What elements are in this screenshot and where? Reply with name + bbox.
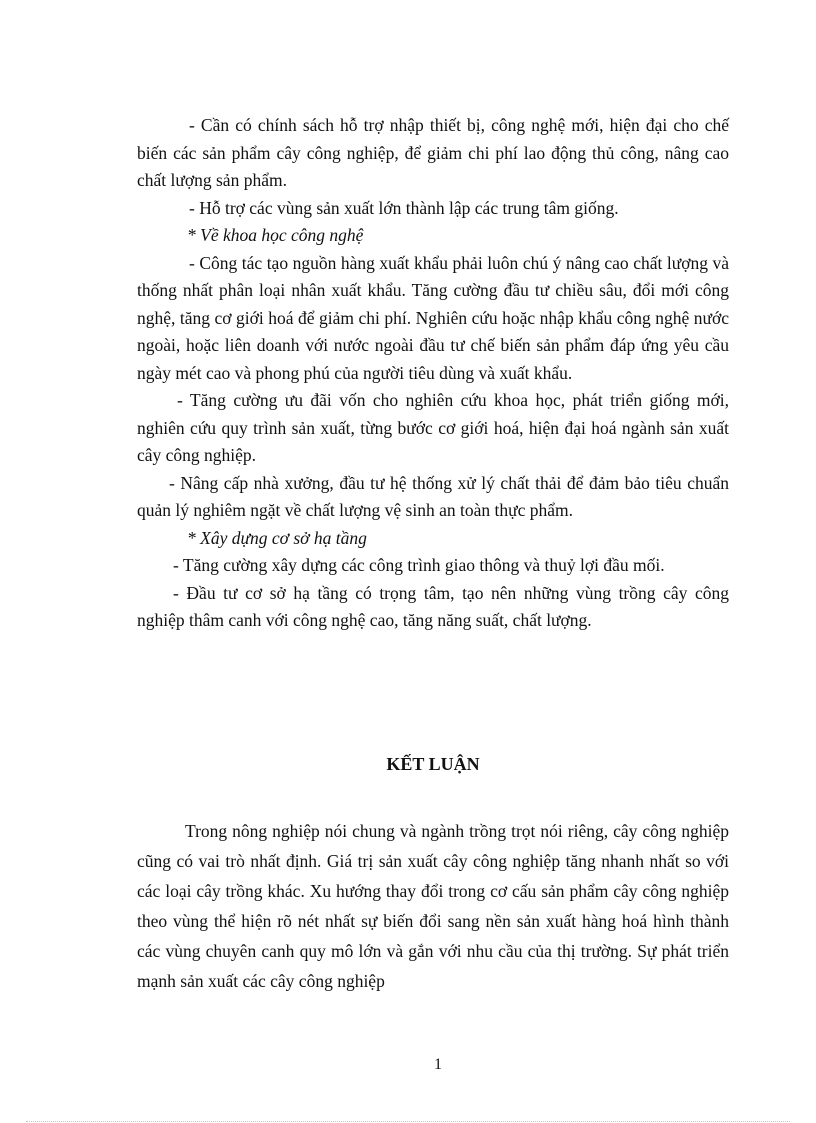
paragraph-factory-upgrade: - Nâng cấp nhà xưởng, đầu tư hệ thống xử lý chất thải để đảm bảo tiêu chuẩn quản lý nghiêm ngặt về chất lượng vệ sinh an toàn thực phẩm. <box>137 472 729 520</box>
paragraph-research-incentives: - Tăng cường ưu đãi vốn cho nghiên cứu khoa học, phát triển giống mới, nghiên cứu quy trình sản xuất, từng bước cơ giới hoá, hiện đại hoá ngành sản xuất cây công nghiệp. <box>137 390 729 465</box>
page-bottom-divider <box>26 1121 790 1122</box>
paragraph-export-sourcing: - Công tác tạo nguồn hàng xuất khẩu phải luôn chú ý nâng cao chất lượng và thống nhất phân loại nhân xuất khẩu. Tăng cường đầu tư chiều sâu, đổi mới công nghệ, tăng cơ giới hoá để giảm chi phí. Nghiên cứu hoặc nhập khẩu công nghệ nước ngoài, hoặc liên doanh với nước ngoài đầu tư chế biến sản phẩm đáp ứng yêu cầu ngày mét cao và phong phú của người tiêu dùng và xuất khẩu. <box>137 252 729 383</box>
paragraph-infrastructure-investment: - Đầu tư cơ sở hạ tầng có trọng tâm, tạo nên những vùng trồng cây công nghiệp thâm canh với công nghệ cao, tăng năng suất, chất lượng. <box>137 582 729 630</box>
page-number: 1 <box>434 1056 442 1073</box>
paragraph-seed-centers: - Hỗ trợ các vùng sản xuất lớn thành lập các trung tâm giống. <box>189 197 619 218</box>
paragraph-equipment-support: - Cần có chính sách hỗ trợ nhập thiết bị, công nghệ mới, hiện đại cho chế biến các sản phẩm cây công nghiệp, để giảm chi phí lao động thủ công, nâng cao chất lượng sản phẩm. <box>137 115 729 190</box>
conclusion-body <box>137 816 729 996</box>
conclusion-heading: KẾT LUẬN <box>386 754 480 774</box>
section-heading-infrastructure: * Xây dựng cơ sở hạ tầng <box>187 527 367 548</box>
paragraph-transport-irrigation: - Tăng cường xây dựng các công trình giao thông và thuỷ lợi đầu mối. <box>173 555 665 575</box>
paragraph-conclusion: Trong nông nghiệp nói chung và ngành trồng trọt nói riêng, cây công nghiệp cũng có vai trò nhất định. Giá trị sản xuất cây công nghiệp tăng nhanh nhất so với các loại cây trồng khác. Xu hướng thay đổi trong cơ cấu sản phẩm cây công nghiệp theo vùng thể hiện rõ nét nhất sự biến đổi sang nền sản xuất hàng hoá hình thành các vùng chuyên canh quy mô lớn và gắn với nhu cầu của thị trường. Sự phát triển mạnh sản xuất các cây công nghiệp <box>137 821 729 991</box>
body-text <box>137 112 729 635</box>
section-heading-science-technology: * Về khoa học công nghệ <box>187 225 364 245</box>
